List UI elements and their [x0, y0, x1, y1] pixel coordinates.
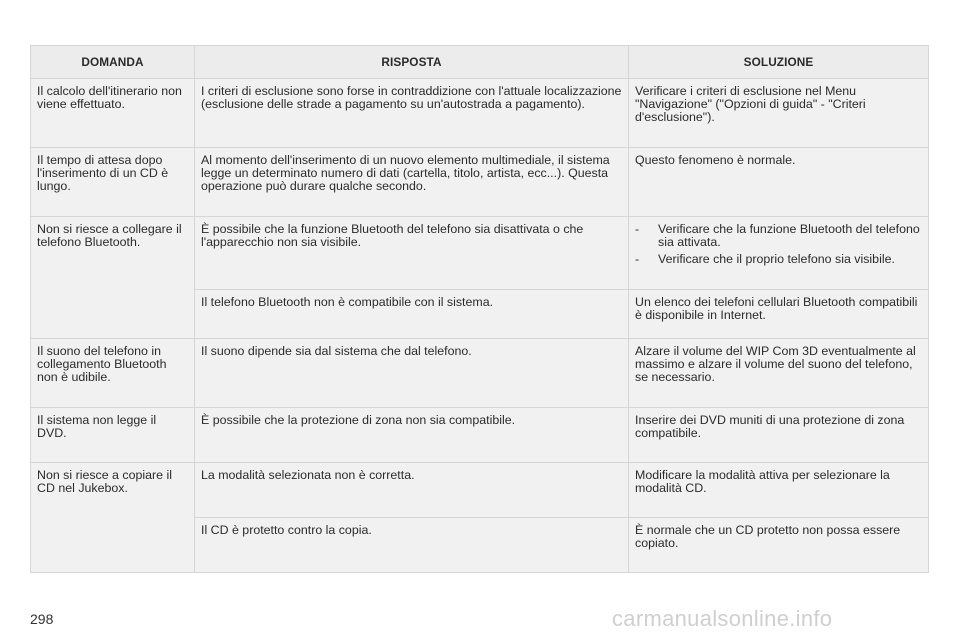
- solution-cell: Verificare i criteri di esclusione nel Menu "Navigazione" ("Opzioni di guida" - "Criteri d'esclusione").: [629, 79, 929, 148]
- answer-cell: Il telefono Bluetooth non è compatibile con il sistema.: [195, 290, 629, 339]
- answer-cell: Il suono dipende sia dal sistema che dal telefono.: [195, 339, 629, 408]
- solution-cell: [629, 217, 929, 290]
- solution-list-text: Verificare che la funzione Bluetooth del telefono sia attivata.: [658, 222, 920, 249]
- table-row: [31, 463, 929, 518]
- question-cell: Il suono del telefono in collegamento Bluetooth non è udibile.: [31, 339, 195, 408]
- solution-list: [635, 223, 922, 266]
- table-row: [31, 148, 929, 217]
- solution-cell: Questo fenomeno è normale.: [629, 148, 929, 217]
- question-cell: Il tempo di attesa dopo l'inserimento di un CD è lungo.: [31, 148, 195, 217]
- solution-list-text: Verificare che il proprio telefono sia visibile.: [658, 252, 895, 266]
- header-solution: SOLUZIONE: [629, 46, 929, 79]
- solution-cell: Un elenco dei telefoni cellulari Bluetooth compatibili è disponibile in Internet.: [629, 290, 929, 339]
- table-row: [31, 339, 929, 408]
- header-row: [31, 46, 929, 79]
- question-cell: Il calcolo dell'itinerario non viene effettuato.: [31, 79, 195, 148]
- solution-cell: Modificare la modalità attiva per selezionare la modalità CD.: [629, 463, 929, 518]
- answer-cell: La modalità selezionata non è corretta.: [195, 463, 629, 518]
- header-answer: RISPOSTA: [195, 46, 629, 79]
- answer-cell: Al momento dell'inserimento di un nuovo elemento multimediale, il sistema legge un determinato numero di dati (cartella, titolo, artista, ecc...). Questa operazione può durare qualche secondo.: [195, 148, 629, 217]
- solution-list-item: [635, 223, 922, 249]
- solution-cell: Alzare il volume del WIP Com 3D eventualmente al massimo e alzare il volume del suono del telefono, se necessario.: [629, 339, 929, 408]
- table-row: [31, 79, 929, 148]
- question-cell: Non si riesce a copiare il CD nel Jukebox.: [31, 463, 195, 573]
- solution-list-item: [635, 253, 922, 266]
- table-row: [31, 217, 929, 290]
- table-row: [31, 408, 929, 463]
- answer-cell: È possibile che la funzione Bluetooth del telefono sia disattivata o che l'apparecchio non sia visibile.: [195, 217, 629, 290]
- watermark: carmanualsonline.info: [612, 606, 833, 631]
- solution-cell: Inserire dei DVD muniti di una protezione di zona compatibile.: [629, 408, 929, 463]
- faq-table: [30, 45, 929, 573]
- dash-marker: -: [635, 252, 640, 266]
- solution-cell: È normale che un CD protetto non possa essere copiato.: [629, 518, 929, 573]
- answer-cell: Il CD è protetto contro la copia.: [195, 518, 629, 573]
- header-question: DOMANDA: [31, 46, 195, 79]
- page-number: 298: [30, 611, 54, 627]
- question-cell: Non si riesce a collegare il telefono Bluetooth.: [31, 217, 195, 339]
- question-cell: Il sistema non legge il DVD.: [31, 408, 195, 463]
- answer-cell: È possibile che la protezione di zona non sia compatibile.: [195, 408, 629, 463]
- answer-cell: I criteri di esclusione sono forse in contraddizione con l'attuale localizzazione (esclusione delle strade a pagamento su un'autostrada a pagamento).: [195, 79, 629, 148]
- dash-marker: -: [635, 222, 640, 236]
